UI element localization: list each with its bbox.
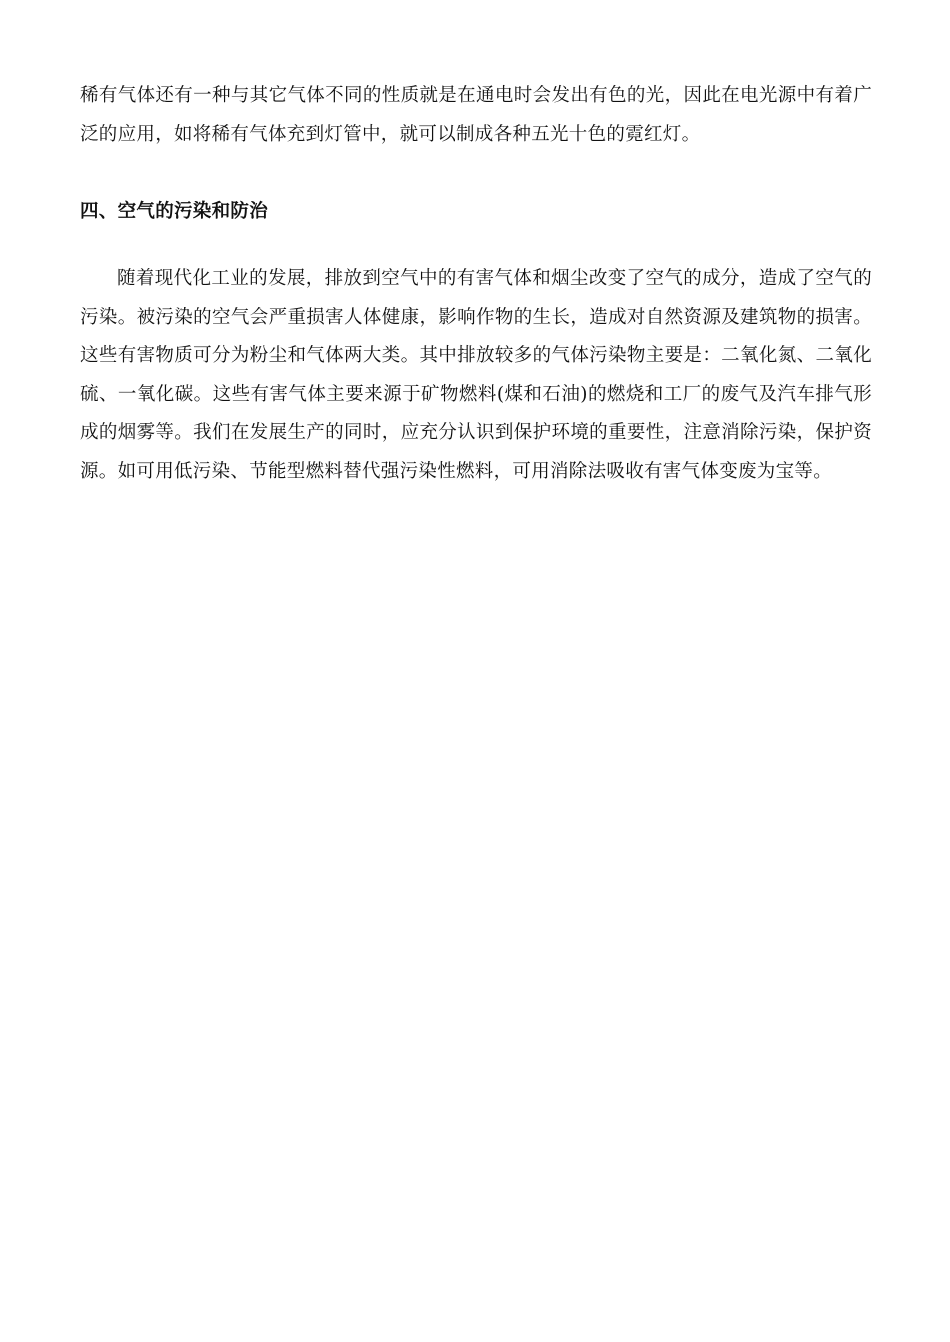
section-heading: 四、空气的污染和防治 <box>80 201 269 222</box>
paragraph-air-pollution: 随着现代化工业的发展，排放到空气中的有害气体和烟尘改变了空气的成分，造成了空气的污染。被污染的空气会严重损害人体健康，影响作物的生长，造成对自然资源及建筑物的损害。这些有害物质可分为粉尘和气体两大类。其中排放较多的气体污染物主要是：二氧化氮、二氧化硫、一氧化碳。这些有害气体主要来源于矿物燃料(煤和石油)的燃烧和工厂的废气及汽车排气形成的烟雾等。我们在发展生产的同时，应充分认识到保护环境的重要性，注意消除污染，保护资源。如可用低污染、节能型燃料替代强污染性燃料，可用消除法吸收有害气体变废为宝等。 <box>80 268 872 482</box>
paragraph-noble-gases: 稀有气体还有一种与其它气体不同的性质就是在通电时会发出有色的光，因此在电光源中有着广泛的应用，如将稀有气体充到灯管中，就可以制成各种五光十色的霓红灯。 <box>80 85 872 145</box>
